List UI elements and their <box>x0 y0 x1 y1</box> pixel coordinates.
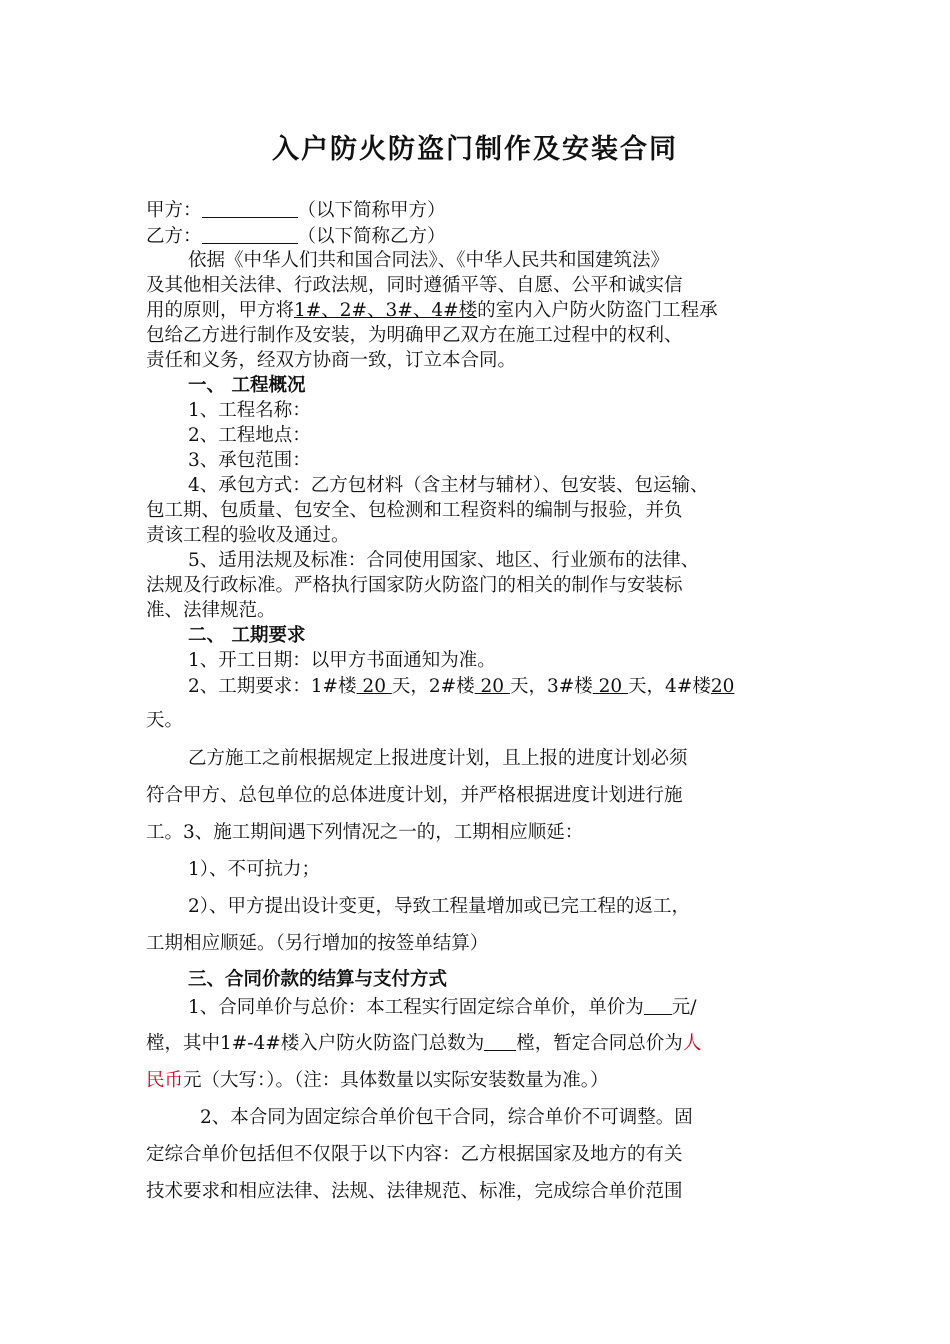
s2-clause-2-line-1: 2）、甲方提出设计变更，导致工程量增加或已完工程的返工， <box>188 896 691 917</box>
days-building-4: 20 <box>710 676 735 697</box>
s1-item-5-line-2: 法规及行政标准。严格执行国家防火防盗门的相关的制作与安装标 <box>146 575 683 596</box>
schedule-text: 天，3#楼 <box>509 676 593 697</box>
s3-item-2-line-2: 定综合单价包括但不仅限于以下内容：乙方根据国家及地方的有关 <box>146 1144 683 1165</box>
schedule-text: 天，4#楼 <box>628 676 711 697</box>
price-text: 1、合同单价与总价：本工程实行固定综合单价，单价为 <box>188 997 644 1018</box>
currency-text: 人 <box>682 1033 702 1054</box>
intro-line-3 <box>146 298 846 324</box>
schedule-text: 天，2#楼 <box>391 676 475 697</box>
s3-item-1-line-1 <box>188 995 888 1021</box>
s2-item-2-end: 天。 <box>146 710 184 731</box>
section-1-heading: 一、 工程概况 <box>188 375 306 396</box>
party-b-line <box>146 224 846 250</box>
s2-para-line-2: 符合甲方、总包单位的总体进度计划，并严格根据进度计划进行施 <box>146 785 683 806</box>
s1-item-5-line-3: 准、法律规范。 <box>146 600 276 621</box>
s2-para-line-3: 工。3、施工期间遇下列情况之一的，工期相应顺延： <box>146 822 584 843</box>
section-2-heading: 二、 工期要求 <box>188 625 306 646</box>
days-building-2: 20 <box>474 676 510 697</box>
s2-clause-2-line-2: 工期相应顺延。（另行增加的按签单结算） <box>146 933 489 954</box>
s3-item-2-line-3: 技术要求和相应法律、法规、法律规范、标准，完成综合单价范围 <box>146 1181 683 1202</box>
s1-item-3: 3、承包范围： <box>188 450 311 471</box>
s1-item-4-line-2: 包工期、包质量、包安全、包检测和工程资料的编制与报验，并负 <box>146 500 683 521</box>
s1-item-1: 1、工程名称： <box>188 400 311 421</box>
intro-line-1: 依据《中华人们共和国合同法》、《中华人民共和国建筑法》 <box>188 250 670 271</box>
s1-item-2: 2、工程地点： <box>188 425 311 446</box>
section-3-heading: 三、合同价款的结算与支付方式 <box>188 969 448 990</box>
s2-item-1: 1、开工日期：以甲方书面通知为准。 <box>188 650 496 671</box>
price-text: 元/ <box>671 997 697 1018</box>
s2-item-2 <box>188 674 888 700</box>
price-text: 樘，其中1#-4#楼入户防火防盗门总数为 <box>146 1033 485 1054</box>
s3-item-1-line-3 <box>146 1068 846 1094</box>
s1-item-5-line-1: 5、适用法规及标准：合同使用国家、地区、行业颁布的法律、 <box>188 550 700 571</box>
intro-text: 用的原则，甲方将 <box>146 300 295 321</box>
s2-para-line-1: 乙方施工之前根据规定上报进度计划，且上报的进度计划必须 <box>188 748 688 769</box>
s3-item-1-line-2 <box>146 1031 846 1057</box>
schedule-text: 2、工期要求：1#楼 <box>188 676 357 697</box>
s1-item-4-line-1: 4、承包方式：乙方包材料（含主材与辅材）、包安装、包运输、 <box>188 475 709 496</box>
intro-line-5: 责任和义务，经双方协商一致，订立本合同。 <box>146 350 517 371</box>
party-a-blank <box>202 198 298 218</box>
price-text: 元（大写：）。（注：具体数量以实际安装数量为准。） <box>183 1070 609 1091</box>
days-building-3: 20 <box>592 676 629 697</box>
price-text: 樘，暂定合同总价为 <box>516 1033 683 1054</box>
party-b-label: 乙方： <box>146 226 202 247</box>
party-a-label: 甲方： <box>146 200 202 221</box>
s1-item-4-line-3: 责该工程的验收及通过。 <box>146 525 350 546</box>
intro-line-4: 包给乙方进行制作及安装，为明确甲乙双方在施工过程中的权利、 <box>146 325 683 346</box>
door-count-blank <box>484 1031 516 1051</box>
days-building-1: 20 <box>356 676 392 697</box>
party-a-line <box>146 198 846 224</box>
unit-price-blank <box>644 995 672 1015</box>
party-b-blank <box>202 224 298 244</box>
s3-item-2-line-1: 2、本合同为固定综合单价包干合同，综合单价不可调整。固 <box>200 1107 693 1128</box>
building-list: 1#、2#、3#、4#楼 <box>294 300 478 321</box>
currency-text: 民币 <box>146 1070 184 1091</box>
intro-line-2: 及其他相关法律、行政法规，同时遵循平等、自愿、公平和诚实信 <box>146 275 683 296</box>
intro-text: 的室内入户防火防盗门工程承 <box>477 300 718 321</box>
document-title: 入户防火防盗门制作及安装合同 <box>272 134 678 165</box>
party-b-suffix: （以下简称乙方） <box>297 226 446 247</box>
party-a-suffix: （以下简称甲方） <box>297 200 446 221</box>
s2-clause-1: 1）、不可抗力； <box>188 859 321 880</box>
